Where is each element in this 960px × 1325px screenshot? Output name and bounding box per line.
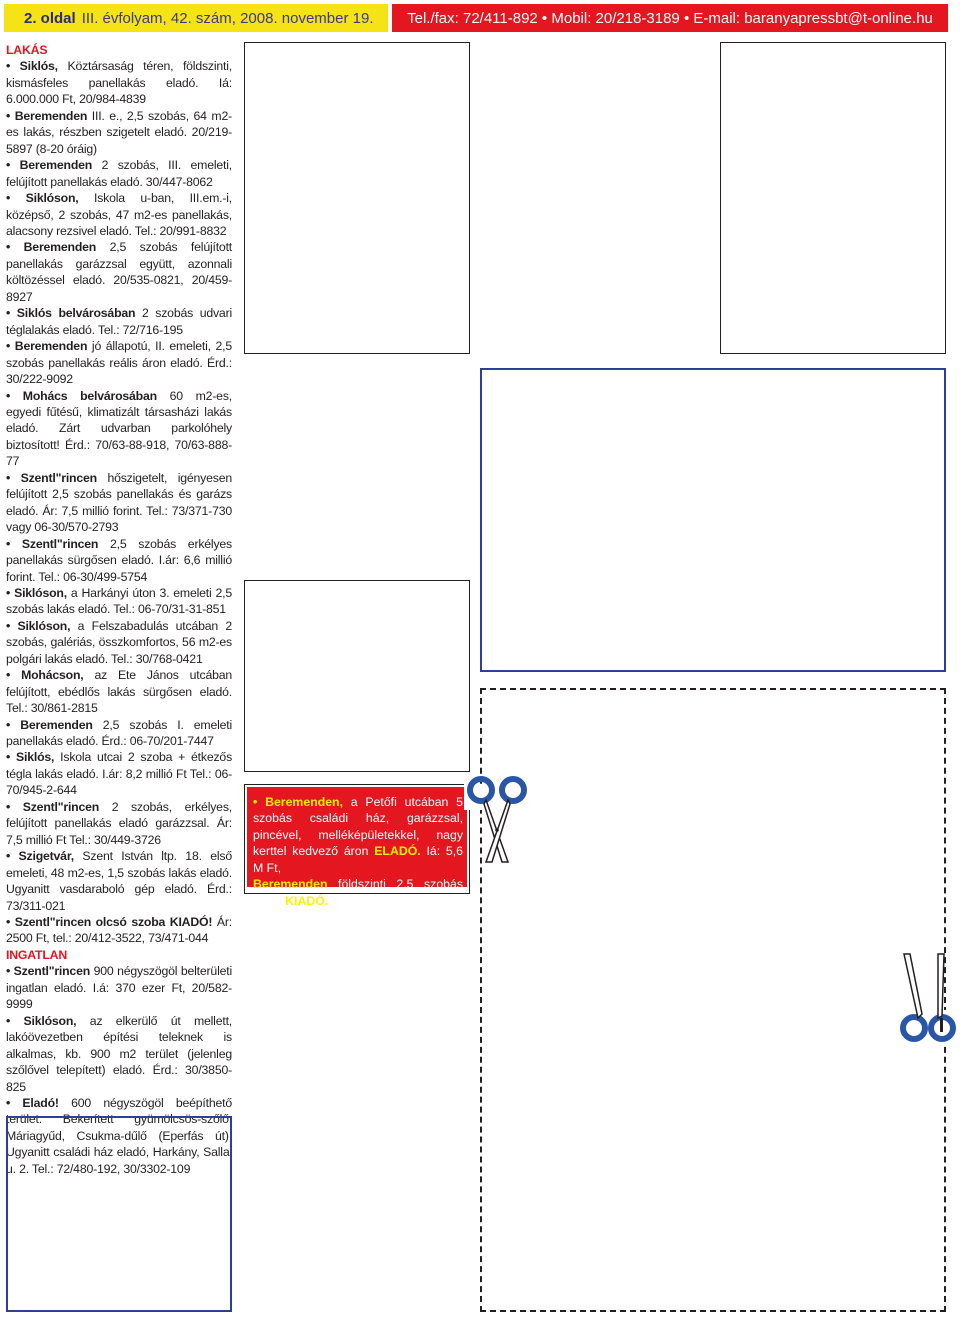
classified-ad [6, 667, 232, 716]
ad-location: • Eladó! [6, 1096, 59, 1110]
ad-text: az Ete János utcában felújított, ebédlős lakás sürgősen eladó. Tel.: 30/861-2815 [6, 668, 232, 716]
red-ad-bold-3: Beremenden [253, 877, 328, 892]
ad-location: • Beremenden [6, 717, 93, 732]
ad-location: • Siklóson, [6, 191, 79, 206]
ad-location: • Szentl"rincen [6, 799, 100, 814]
red-ad-box [244, 784, 470, 908]
ad-text: III. e., 2,5 szobás, 64 m2-es lakás, részben szigetelt eladó. 20/219-5897 (8-20 óráig) [6, 108, 232, 156]
classified-ad [6, 585, 232, 618]
red-ad-text-1: a Petőfi utcában 5 szobás családi ház, garázzsal, pincével, melléképületekkel, nagy kerttel kedvező áron [253, 795, 463, 859]
ad-location: • Szentl"rincen [6, 964, 91, 979]
ad-location: • Szentl"rincen [6, 536, 99, 551]
classified-ad [6, 470, 232, 536]
ad-text: 2 szobás udvari téglalakás eladó. Tel.: 72/716-195 [6, 306, 232, 337]
scissors-icon [898, 950, 958, 1046]
classified-ad [6, 717, 232, 750]
section-title: INGATLAN [6, 947, 68, 962]
ad-text: 2,5 szobás felújított panellakás garázzsal együtt, azonnali költözéssel eladó. 20/535-0821, 20/459-8927 [6, 240, 232, 304]
ad-location: • Beremenden [6, 108, 88, 123]
classified-ad [6, 338, 232, 387]
contact-info: Tel./fax: 72/411-892 • Mobil: 20/218-3189 • E-mail: baranyapressbt@t-online.hu [407, 9, 933, 27]
ad-location: • Szentl"rincen [6, 470, 97, 485]
red-ad-text-4: 20/964-3040 [328, 893, 401, 908]
ad-location: • Siklóson, [6, 585, 67, 600]
red-ad-text-3: földszinti 2,5 szobás lakás [253, 877, 463, 908]
ad-text: a Harkányi úton 3. emeleti 2,5 szobás lakás eladó. Tel.: 06-70/31-31-851 [6, 585, 232, 617]
red-ad-bold-1: • Beremenden, [253, 795, 343, 809]
ad-text: Iskola u-ban, III.em.-i, középső, 2 szobás, 47 m2-es panellakás, alacsony rezsivel eladó. Tel.: 20/991-8832 [6, 191, 232, 238]
ad-text: jó állapotú, II. emeleti, 2,5 szobás panellakás reális áron eladó. Érd.: 30/222-9092 [6, 339, 233, 387]
classified-ad [6, 388, 232, 470]
red-ad-bold-4: KIADÓ. [285, 893, 329, 908]
ad-frame-5 [6, 1116, 232, 1312]
classified-ad [6, 58, 232, 107]
ad-location: • Beremenden [6, 240, 97, 255]
ad-location: • Beremenden [6, 339, 88, 354]
ad-location: • Siklós belvárosában [6, 306, 136, 321]
classified-ad [6, 914, 232, 947]
ad-location: • Szigetvár, [6, 849, 74, 864]
ad-text: Ár: 2500 Ft, tel.: 20/412-3522, 73/471-044 [6, 915, 232, 946]
ad-text: 60 m2-es, egyedi fűtésű, klimatizált társasházi lakás eladó. Zárt udvarban parkolóhely biztosított! Érd.: 70/63-88-918, 70/63-888-77 [6, 388, 232, 469]
ad-text: Iskola utcai 2 szoba + étkezős tégla lakás eladó. I.ár: 8,2 millió Ft Tel.: 06-70/945-2-644 [6, 750, 233, 798]
ad-location: • Siklós, [6, 750, 55, 765]
classified-column [6, 42, 232, 1177]
classified-ad [6, 618, 232, 667]
classified-ad [6, 799, 232, 848]
ad-text: 900 négyszögöl belterületi ingatlan eladó. I.á: 370 ezer Ft, 20/582-9999 [6, 964, 232, 1012]
ad-location: • Beremenden [6, 158, 93, 173]
header-issue-bar [4, 4, 388, 32]
header-contact-bar [392, 4, 948, 32]
cutout-coupon-frame [480, 688, 946, 1312]
ad-location: • Siklós, [6, 59, 58, 74]
ad-location: • Siklóson, [6, 618, 71, 633]
ad-text: Köztársaság téren, földszinti, kismásfeles panellakás eladó. Iá: 6.000.000 Ft, 20/984-4839 [6, 59, 233, 107]
classified-ad [6, 536, 232, 585]
page-label: 2. oldal [24, 9, 76, 27]
red-ad-bold-2: ELADÓ. [374, 844, 421, 859]
section-title: LAKÁS [6, 43, 48, 57]
ad-frame-2 [720, 42, 946, 354]
classified-ad [6, 1013, 232, 1095]
classified-ad [6, 239, 232, 305]
classified-ad [6, 848, 232, 914]
ad-text: a Felszabadulás utcában 2 szobás, galériás, összkomfortos, 56 m2-es polgári lakás eladó. Tel.: 30/768-0421 [6, 618, 232, 666]
ad-text: 2 szobás, III. emeleti, felújított panellakás eladó. 30/447-8062 [6, 158, 233, 189]
ad-text: 2,5 szobás erkélyes panellakás sürgősen eladó. I.ár: 6,6 millió forint. Tel.: 06-30/499-5754 [6, 536, 232, 584]
issue-info: III. évfolyam, 42. szám, 2008. november 19. [81, 9, 374, 27]
ad-frame-1 [244, 42, 470, 354]
ad-location: • Szentl"rincen olcsó szoba KIADÓ! [6, 915, 213, 930]
ad-location: • Siklóson, [6, 1013, 77, 1028]
ad-text: az elkerülő út mellett, lakóövezetben építési teleknek is alkalmas, kb. 900 m2 terület (jelenleg szőlővel telepített) eladó. Érd.: 30/3850-825 [6, 1013, 232, 1094]
red-ad-text-2: Iá: 5,6 M Ft, [253, 844, 464, 875]
classified-ad [6, 190, 232, 239]
ad-text: 2,5 szobás I. emeleti panellakás eladó. Érd.: 06-70/201-7447 [6, 717, 233, 749]
classified-ad [6, 749, 232, 798]
ad-text: 2 szobás, erkélyes, felújított panellakás eladó garázzsal. Ár: 7,5 millió Ft Tel.: 30/449-3726 [6, 799, 232, 847]
ad-frame-4 [244, 580, 470, 772]
ad-text: Szent István ltp. 18. első emeleti, 48 m2-es, 1,5 szobás lakás eladó. Ugyanitt vasdaraboló gép eladó. Érd.: 73/311-021 [6, 849, 232, 913]
classified-ad [6, 963, 232, 1012]
scissors-icon [464, 770, 530, 866]
classified-ad [6, 305, 232, 338]
ad-location: • Mohácson, [6, 668, 84, 683]
classified-ad [6, 157, 232, 190]
ad-text: hőszigetelt, igényesen felújított 2,5 szobás panellakás és garázs eladó. Ár: 7,5 millió forint. Tel.: 73/371-730 vagy 06-30/570-2793 [6, 470, 232, 535]
ad-frame-3 [480, 368, 946, 672]
ad-location: • Mohács belvárosában [6, 388, 157, 403]
ad-text: 600 négyszögöl beépíthető terület. Bekerített gyümölcsös-szőlő. Máriagyűd, Csukma-dűlő (Eperfás út). Ugyanitt családi ház eladó, Harkány, Sallai u. 2. Tel.: 72/480-192, 30/3302-109 [6, 1096, 232, 1176]
classified-ad [6, 108, 232, 157]
